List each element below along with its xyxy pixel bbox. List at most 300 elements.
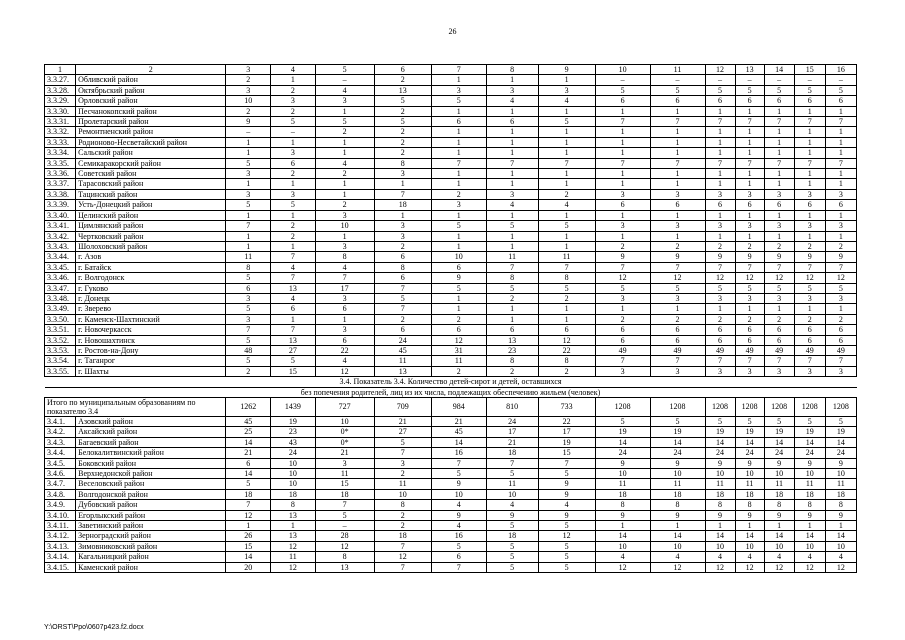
value-cell: 4: [794, 552, 825, 562]
value-cell: –: [735, 75, 764, 85]
total-value-cell: 1208: [650, 398, 705, 417]
value-cell: 13: [271, 510, 316, 520]
value-cell: –: [226, 127, 271, 137]
value-cell: 10: [764, 469, 794, 479]
value-cell: 2: [431, 189, 486, 199]
value-cell: 5: [538, 469, 595, 479]
value-cell: 3: [595, 366, 650, 376]
value-cell: 23: [271, 427, 316, 437]
row-code: 3.4.1.: [45, 417, 76, 427]
value-cell: 2: [226, 106, 271, 116]
value-cell: 1: [538, 241, 595, 251]
value-cell: 13: [486, 335, 538, 345]
value-cell: 10: [825, 541, 856, 551]
value-cell: 6: [595, 96, 650, 106]
value-cell: 1: [315, 314, 374, 324]
table-row: [45, 200, 857, 210]
value-cell: 11: [315, 469, 374, 479]
total-value-cell: 1262: [226, 398, 271, 417]
value-cell: 2: [431, 314, 486, 324]
value-cell: 1: [650, 148, 705, 158]
table-row: [45, 75, 857, 85]
value-cell: 1: [650, 179, 705, 189]
value-cell: 7: [486, 158, 538, 168]
value-cell: 19: [794, 427, 825, 437]
value-cell: 6: [764, 200, 794, 210]
value-cell: 6: [794, 335, 825, 345]
value-cell: 1: [486, 75, 538, 85]
value-cell: 3: [735, 189, 764, 199]
row-code: 3.4.6.: [45, 469, 76, 479]
table-row: [45, 241, 857, 251]
value-cell: 10: [705, 541, 735, 551]
value-cell: 7: [764, 158, 794, 168]
row-code: 3.4.10.: [45, 510, 76, 520]
value-cell: 3: [315, 96, 374, 106]
value-cell: 49: [595, 345, 650, 355]
value-cell: 24: [794, 448, 825, 458]
value-cell: 1: [764, 169, 794, 179]
value-cell: 12: [315, 541, 374, 551]
value-cell: 1: [764, 210, 794, 220]
row-name: Тацинский район: [76, 189, 226, 199]
total-row: [45, 398, 857, 417]
value-cell: 1: [226, 148, 271, 158]
value-cell: 1: [650, 169, 705, 179]
value-cell: 1: [825, 148, 856, 158]
value-cell: 4: [486, 200, 538, 210]
value-cell: 1: [538, 314, 595, 324]
value-cell: 10: [431, 252, 486, 262]
table-row: [45, 479, 857, 489]
row-name: г. Донецк: [76, 293, 226, 303]
value-cell: 10: [431, 489, 486, 499]
value-cell: 1: [825, 179, 856, 189]
row-code: 3.3.35.: [45, 158, 76, 168]
value-cell: 1: [595, 304, 650, 314]
value-cell: 7: [735, 158, 764, 168]
value-cell: 12: [271, 562, 316, 572]
row-code: 3.3.44.: [45, 252, 76, 262]
value-cell: 8: [764, 500, 794, 510]
value-cell: 1: [271, 314, 316, 324]
value-cell: 1: [538, 179, 595, 189]
value-cell: 1: [764, 106, 794, 116]
value-cell: 9: [431, 510, 486, 520]
row-code: 3.3.36.: [45, 169, 76, 179]
row-name: Орловский район: [76, 96, 226, 106]
value-cell: 5: [431, 469, 486, 479]
value-cell: 5: [271, 200, 316, 210]
value-cell: 6: [538, 325, 595, 335]
value-cell: 5: [486, 221, 538, 231]
row-name: Дубовский район: [76, 500, 226, 510]
value-cell: 1: [705, 148, 735, 158]
value-cell: 4: [764, 552, 794, 562]
table-row: [45, 293, 857, 303]
value-cell: 1: [315, 179, 374, 189]
value-cell: 9: [431, 273, 486, 283]
row-name: Пролетарский район: [76, 117, 226, 127]
row-code: 3.4.5.: [45, 458, 76, 468]
value-cell: 21: [315, 448, 374, 458]
value-cell: 9: [705, 252, 735, 262]
value-cell: 1: [650, 304, 705, 314]
value-cell: 1: [486, 231, 538, 241]
value-cell: 1: [650, 127, 705, 137]
value-cell: 1: [431, 137, 486, 147]
row-name: Сальский район: [76, 148, 226, 158]
value-cell: 1: [794, 169, 825, 179]
row-name: г. Волгодонск: [76, 273, 226, 283]
value-cell: 2: [315, 127, 374, 137]
value-cell: 3: [374, 221, 431, 231]
value-cell: 2: [825, 241, 856, 251]
value-cell: 4: [705, 552, 735, 562]
row-code: 3.3.43.: [45, 241, 76, 251]
value-cell: 2: [650, 314, 705, 324]
value-cell: 13: [374, 85, 431, 95]
row-name: Песчанокопский район: [76, 106, 226, 116]
value-cell: 5: [315, 510, 374, 520]
value-cell: 7: [538, 158, 595, 168]
value-cell: 4: [315, 356, 374, 366]
value-cell: 14: [764, 531, 794, 541]
table-row: [45, 325, 857, 335]
value-cell: 1: [486, 148, 538, 158]
value-cell: 1: [705, 106, 735, 116]
value-cell: 13: [271, 531, 316, 541]
value-cell: 11: [764, 479, 794, 489]
table-row: [45, 552, 857, 562]
value-cell: 5: [315, 117, 374, 127]
value-cell: 1: [486, 169, 538, 179]
value-cell: 1: [315, 189, 374, 199]
value-cell: 6: [825, 335, 856, 345]
row-code: 3.3.28.: [45, 85, 76, 95]
column-number-header: 15: [794, 65, 825, 75]
value-cell: 11: [595, 479, 650, 489]
value-cell: 14: [226, 437, 271, 447]
value-cell: 6: [705, 335, 735, 345]
value-cell: 49: [794, 345, 825, 355]
value-cell: 5: [431, 96, 486, 106]
value-cell: 14: [705, 531, 735, 541]
value-cell: 1: [374, 179, 431, 189]
value-cell: 49: [764, 345, 794, 355]
row-code: 3.4.14.: [45, 552, 76, 562]
value-cell: 6: [226, 283, 271, 293]
value-cell: 8: [226, 262, 271, 272]
value-cell: 3: [650, 366, 705, 376]
total-value-cell: 1208: [764, 398, 794, 417]
value-cell: 3: [825, 221, 856, 231]
row-name: г. Ростов-на-Дону: [76, 345, 226, 355]
value-cell: 18: [825, 489, 856, 499]
value-cell: 1: [538, 169, 595, 179]
value-cell: 1: [486, 137, 538, 147]
value-cell: 5: [374, 437, 431, 447]
value-cell: 19: [538, 437, 595, 447]
value-cell: 1: [431, 75, 486, 85]
value-cell: 12: [735, 562, 764, 572]
value-cell: 4: [315, 262, 374, 272]
row-code: 3.3.40.: [45, 210, 76, 220]
value-cell: 5: [271, 356, 316, 366]
row-name: Тарасовский район: [76, 179, 226, 189]
value-cell: 2: [271, 85, 316, 95]
value-cell: 1: [226, 137, 271, 147]
value-cell: 2: [374, 106, 431, 116]
value-cell: 5: [538, 117, 595, 127]
value-cell: 12: [735, 273, 764, 283]
row-name: Веселовский район: [76, 479, 226, 489]
value-cell: 4: [271, 293, 316, 303]
value-cell: 2: [825, 314, 856, 324]
value-cell: 1: [705, 521, 735, 531]
total-value-cell: 1208: [595, 398, 650, 417]
value-cell: 3: [705, 189, 735, 199]
value-cell: 9: [825, 252, 856, 262]
value-cell: 10: [271, 479, 316, 489]
value-cell: 45: [374, 345, 431, 355]
value-cell: 2: [374, 241, 431, 251]
value-cell: 7: [705, 356, 735, 366]
value-cell: 7: [374, 541, 431, 551]
value-cell: 5: [226, 200, 271, 210]
value-cell: 2: [794, 314, 825, 324]
value-cell: –: [595, 75, 650, 85]
value-cell: 7: [595, 158, 650, 168]
row-name: Зимовниковский район: [76, 541, 226, 551]
row-code: 3.4.13.: [45, 541, 76, 551]
value-cell: 18: [374, 531, 431, 541]
value-cell: 1: [226, 231, 271, 241]
value-cell: 6: [315, 304, 374, 314]
value-cell: 5: [538, 552, 595, 562]
value-cell: 1: [735, 148, 764, 158]
value-cell: 1: [735, 169, 764, 179]
value-cell: 14: [650, 531, 705, 541]
value-cell: 21: [486, 437, 538, 447]
value-cell: 1: [431, 179, 486, 189]
value-cell: 1: [735, 106, 764, 116]
value-cell: 3: [764, 189, 794, 199]
value-cell: 1: [271, 241, 316, 251]
value-cell: 3: [226, 293, 271, 303]
row-name: Каменский район: [76, 562, 226, 572]
table-row: [45, 137, 857, 147]
value-cell: 1: [271, 137, 316, 147]
value-cell: 5: [486, 469, 538, 479]
value-cell: 1: [538, 75, 595, 85]
value-cell: 7: [825, 158, 856, 168]
value-cell: 9: [226, 117, 271, 127]
value-cell: 9: [735, 458, 764, 468]
value-cell: 12: [764, 562, 794, 572]
value-cell: 9: [735, 510, 764, 520]
value-cell: 7: [825, 356, 856, 366]
value-cell: 5: [538, 521, 595, 531]
row-name: Чертковский район: [76, 231, 226, 241]
value-cell: 6: [271, 158, 316, 168]
value-cell: 5: [486, 521, 538, 531]
value-cell: 49: [705, 345, 735, 355]
value-cell: 10: [315, 221, 374, 231]
page-number: 26: [448, 27, 457, 36]
value-cell: 5: [764, 85, 794, 95]
table-row: [45, 521, 857, 531]
total-value-cell: 984: [431, 398, 486, 417]
value-cell: 5: [226, 273, 271, 283]
value-cell: 11: [486, 479, 538, 489]
total-value-cell: 1208: [735, 398, 764, 417]
column-number-header: 7: [431, 65, 486, 75]
value-cell: 1: [486, 127, 538, 137]
row-code: 3.3.32.: [45, 127, 76, 137]
value-cell: 9: [735, 252, 764, 262]
value-cell: 9: [431, 479, 486, 489]
value-cell: 5: [825, 417, 856, 427]
table-row: [45, 189, 857, 199]
value-cell: 9: [650, 458, 705, 468]
value-cell: 2: [374, 137, 431, 147]
value-cell: 7: [271, 273, 316, 283]
value-cell: 9: [595, 252, 650, 262]
column-number-header: 13: [735, 65, 764, 75]
value-cell: 3: [794, 221, 825, 231]
value-cell: 17: [315, 283, 374, 293]
value-cell: 5: [595, 85, 650, 95]
value-cell: 5: [226, 158, 271, 168]
value-cell: 7: [431, 158, 486, 168]
value-cell: 12: [595, 273, 650, 283]
section-title: без попечения родителей, лиц из их числа, подлежащих обеспечению жильем (человек): [45, 387, 857, 397]
value-cell: 5: [486, 283, 538, 293]
value-cell: 1: [374, 210, 431, 220]
value-cell: 1: [735, 179, 764, 189]
row-code: 3.3.29.: [45, 96, 76, 106]
value-cell: 3: [374, 231, 431, 241]
value-cell: 7: [735, 356, 764, 366]
value-cell: 8: [825, 500, 856, 510]
row-code: 3.3.34.: [45, 148, 76, 158]
row-code: 3.3.53.: [45, 345, 76, 355]
value-cell: 20: [226, 562, 271, 572]
value-cell: 9: [764, 252, 794, 262]
value-cell: 1: [486, 241, 538, 251]
value-cell: 3: [374, 458, 431, 468]
value-cell: 5: [705, 283, 735, 293]
total-value-cell: 709: [374, 398, 431, 417]
table-row: [45, 127, 857, 137]
value-cell: 1: [764, 521, 794, 531]
value-cell: 7: [486, 458, 538, 468]
value-cell: 3: [825, 189, 856, 199]
value-cell: 9: [794, 252, 825, 262]
value-cell: 1: [595, 127, 650, 137]
value-cell: 10: [794, 541, 825, 551]
value-cell: 11: [226, 252, 271, 262]
value-cell: 2: [764, 241, 794, 251]
row-code: 3.3.54.: [45, 356, 76, 366]
value-cell: –: [794, 75, 825, 85]
value-cell: 24: [735, 448, 764, 458]
value-cell: 7: [595, 262, 650, 272]
value-cell: 1: [538, 127, 595, 137]
value-cell: 1: [595, 106, 650, 116]
value-cell: 3: [226, 189, 271, 199]
value-cell: 1: [486, 210, 538, 220]
value-cell: 7: [764, 262, 794, 272]
value-cell: 7: [825, 262, 856, 272]
value-cell: 4: [271, 262, 316, 272]
value-cell: 3: [226, 85, 271, 95]
value-cell: 10: [764, 541, 794, 551]
value-cell: 1: [595, 179, 650, 189]
value-cell: 2: [794, 241, 825, 251]
row-code: 3.3.41.: [45, 221, 76, 231]
value-cell: 12: [226, 510, 271, 520]
value-cell: 1: [226, 179, 271, 189]
value-cell: 11: [794, 479, 825, 489]
value-cell: 7: [650, 262, 705, 272]
table-row: [45, 210, 857, 220]
row-name: Егорлыкский район: [76, 510, 226, 520]
value-cell: 14: [226, 469, 271, 479]
value-cell: 10: [794, 469, 825, 479]
value-cell: 3: [315, 241, 374, 251]
value-cell: 2: [538, 189, 595, 199]
table-row: [45, 335, 857, 345]
value-cell: 10: [374, 489, 431, 499]
value-cell: 2: [271, 221, 316, 231]
value-cell: 9: [764, 458, 794, 468]
row-name: г. Зверево: [76, 304, 226, 314]
value-cell: 5: [705, 417, 735, 427]
row-name: Зерноградский район: [76, 531, 226, 541]
value-cell: 8: [595, 500, 650, 510]
value-cell: 5: [595, 417, 650, 427]
value-cell: 10: [315, 417, 374, 427]
data-table-container: [44, 64, 857, 573]
value-cell: 2: [735, 241, 764, 251]
value-cell: 7: [374, 283, 431, 293]
value-cell: 5: [794, 85, 825, 95]
value-cell: 1: [735, 231, 764, 241]
value-cell: 1: [764, 231, 794, 241]
value-cell: 7: [735, 117, 764, 127]
value-cell: 14: [825, 437, 856, 447]
value-cell: 11: [825, 479, 856, 489]
row-name: г. Каменск-Шахтинский: [76, 314, 226, 324]
row-name: Усть-Донецкий район: [76, 200, 226, 210]
value-cell: 6: [374, 252, 431, 262]
value-cell: 7: [650, 158, 705, 168]
total-value-cell: 1208: [794, 398, 825, 417]
table-row: [45, 458, 857, 468]
value-cell: 9: [705, 458, 735, 468]
value-cell: 9: [705, 510, 735, 520]
value-cell: 11: [431, 356, 486, 366]
value-cell: 8: [486, 273, 538, 283]
value-cell: 1: [794, 521, 825, 531]
value-cell: 1: [705, 210, 735, 220]
value-cell: 1: [764, 179, 794, 189]
value-cell: 6: [431, 552, 486, 562]
value-cell: 10: [735, 541, 764, 551]
value-cell: 8: [705, 500, 735, 510]
